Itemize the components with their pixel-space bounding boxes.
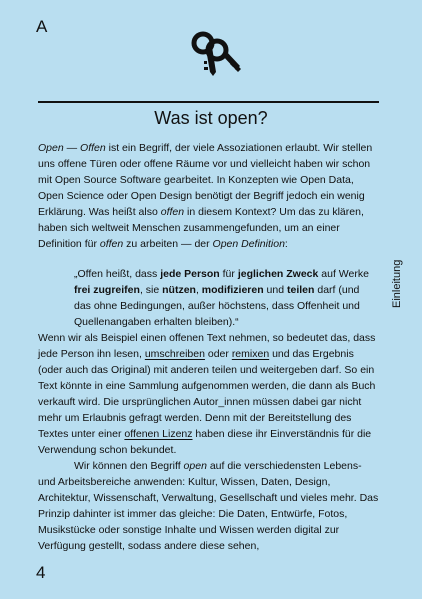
quote-text: für	[219, 268, 238, 280]
colon: :	[284, 238, 288, 250]
definition-quote	[38, 266, 379, 330]
quote-text: auf Werke	[318, 268, 369, 280]
paragraph-text: Wir können den Begriff	[74, 460, 184, 472]
intro-paragraph	[38, 140, 379, 252]
paragraph-text: Wenn wir als Beispiel einen offenen Text nehmen, so bedeutet das, dass jede Person ihn lesen,	[38, 332, 376, 360]
quote-emphasis: teilen	[287, 284, 315, 296]
quote-emphasis: frei zugreifen	[74, 284, 140, 296]
page-title: Was ist open?	[154, 108, 268, 128]
quote-text: „Offen heißt, dass	[74, 268, 161, 280]
term-offen: offen	[160, 206, 185, 218]
quote-text: ,	[195, 284, 202, 296]
body-text	[38, 140, 379, 554]
page-number: 4	[36, 563, 46, 582]
link-remixen[interactable]: remixen	[231, 348, 270, 360]
quote-emphasis: modifizieren	[201, 284, 264, 296]
dash: —	[63, 142, 81, 154]
paragraph-text: haben diese ihr Einverständnis für die Verwendung schon bekundet.	[38, 428, 372, 456]
intro-text: zu arbeiten — der	[123, 238, 213, 250]
corner-letter: A	[36, 17, 48, 36]
quote-text: und	[263, 284, 287, 296]
quote-emphasis: jeglichen Zweck	[237, 268, 319, 280]
quote-text: , sie	[139, 284, 163, 296]
header-rule	[38, 101, 379, 103]
keys-icon	[186, 28, 242, 80]
application-paragraph	[38, 458, 379, 554]
link-umschreiben[interactable]: umschreiben	[144, 348, 205, 360]
link-offenen-lizenz[interactable]: offenen Lizenz	[124, 428, 193, 440]
quote-emphasis: nützen	[162, 284, 196, 296]
example-paragraph	[38, 330, 379, 458]
term-open: open	[183, 460, 207, 472]
quote-emphasis: jede Person	[160, 268, 220, 280]
paragraph-text: oder	[204, 348, 232, 360]
paragraph-text: und das Ergebnis (oder auch das Original) mit anderen teilen und weitergeben darf. So ein Text könnte in eine Sammlung aufgenommen werden, die dann als Buch verkauft wird. Die ursprünglichen Autor_innen müssen dabei gar nicht mehr um Erlaubnis gefragt werden. Denn mit der Bereitstellung des Textes unter einer	[38, 348, 376, 440]
term-offen: offen	[99, 238, 124, 250]
term-open-definition: Open Definition	[212, 238, 285, 250]
section-label: Einleitung	[391, 259, 403, 308]
quote-text: darf (und das ohne Bedingungen, außer höchstens, dass Offenheit und Quellenangaben erhalten bleiben).“	[74, 284, 360, 328]
intro-text: ist ein Begriff, der viele Assoziationen erlaubt. Wir stellen uns offene Türen oder offene Räume vor und vielleicht haben wir schon mit Open Source Software gearbeitet. In Konzepten wie Open Data, Open Science oder Open Design benötigt der Begriff jedoch ein wenig Erklärung. Was heißt also	[38, 142, 373, 218]
term-open: Open	[38, 142, 64, 154]
intro-text: in diesem Kontext? Um das zu klären, haben sich weltweit Menschen zusammengefunden, um an einer Definition für	[38, 206, 364, 250]
term-offen: Offen	[80, 142, 106, 154]
paragraph-text: auf die verschiedensten Lebens- und Arbeitsbereiche anwenden: Kultur, Wissen, Daten, Design, Architektur, Wissenschaft, Verwaltung, Gesellschaft und vieles mehr. Das Prinzip dahinter ist immer das gleiche: Die Daten, Entwürfe, Fotos, Musikstücke oder sonstige Inhalte und Wissen werden digital zur Verfügung gestellt, sodass andere diese sehen,	[38, 460, 379, 552]
